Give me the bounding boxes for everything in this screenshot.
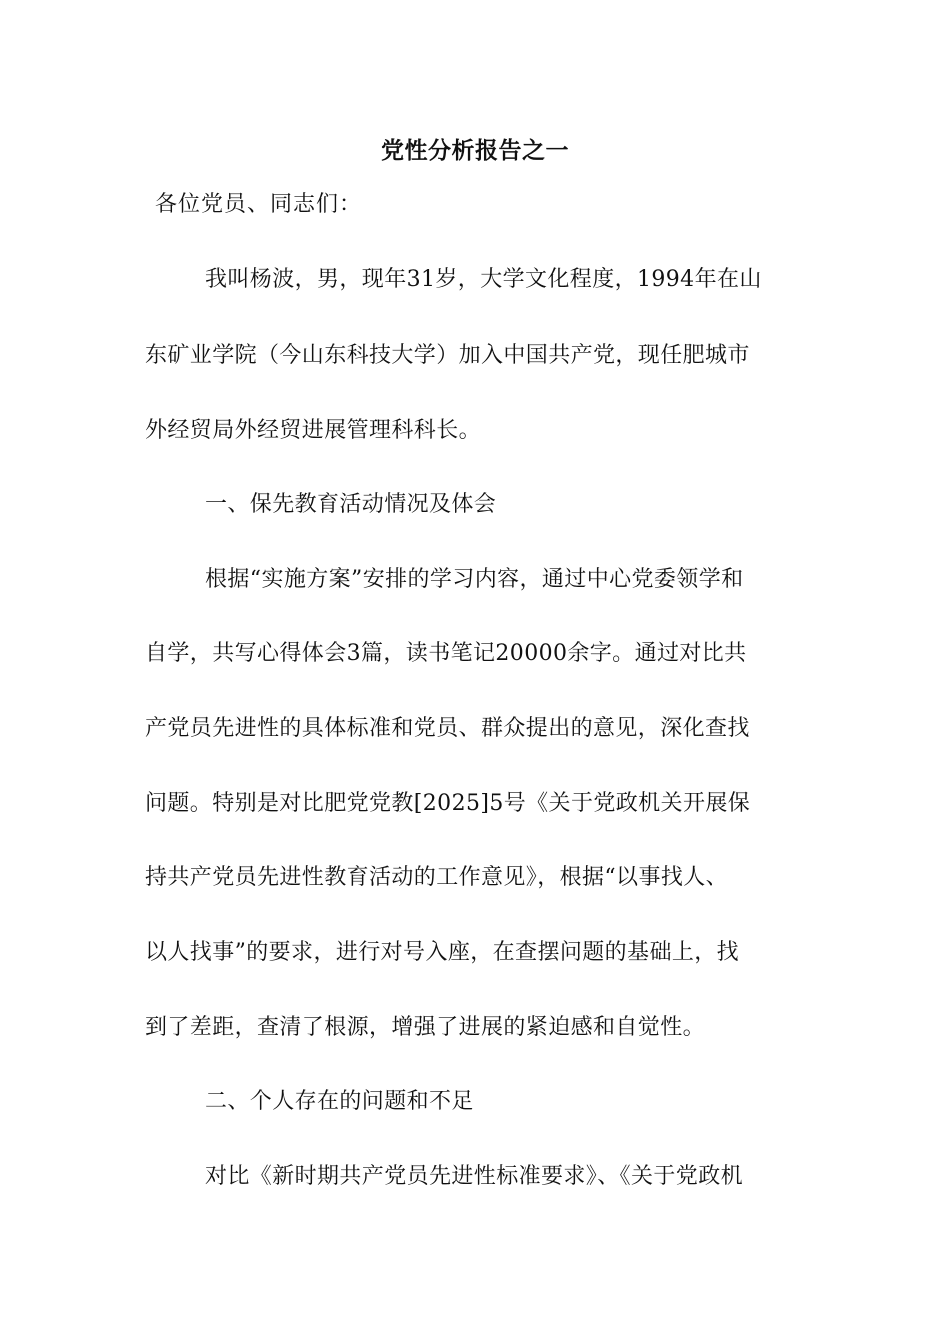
paragraph-line: 自学，共写心得体会3篇，读书笔记20000余字。通过对比共 [145,641,747,666]
paragraph-line: 对比《新时期共产党员先进性标准要求》、《关于党政机 [205,1164,744,1189]
paragraph-line: 东矿业学院（今山东科技大学）加入中国共产党，现任肥城市 [145,343,750,368]
paragraph-line: 以人找事”的要求，进行对号入座，在查摆问题的基础上，找 [145,940,740,965]
section-heading: 二、个人存在的问题和不足 [205,1089,474,1114]
salutation: 各位党员、同志们： [155,192,363,217]
paragraph-line: 产党员先进性的具体标准和党员、群众提出的意见，深化查找 [145,716,750,741]
paragraph-line: 根据“实施方案”安排的学习内容，通过中心党委领学和 [205,567,744,592]
paragraph-line: 到了差距，查清了根源，增强了进展的紧迫感和自觉性。 [145,1015,706,1040]
document-title: 党性分析报告之一 [381,138,569,164]
section-heading: 一、保先教育活动情况及体会 [205,492,497,517]
paragraph-line: 外经贸局外经贸进展管理科科长。 [145,418,482,443]
paragraph-line: 持共产党员先进性教育活动的工作意见》，根据“以事找人、 [145,865,729,890]
paragraph-line: 我叫杨波，男，现年31岁，大学文化程度，1994年在山 [205,267,762,292]
paragraph-line: 问题。特别是对比肥党党教[2025]5号《关于党政机关开展保 [145,791,751,816]
